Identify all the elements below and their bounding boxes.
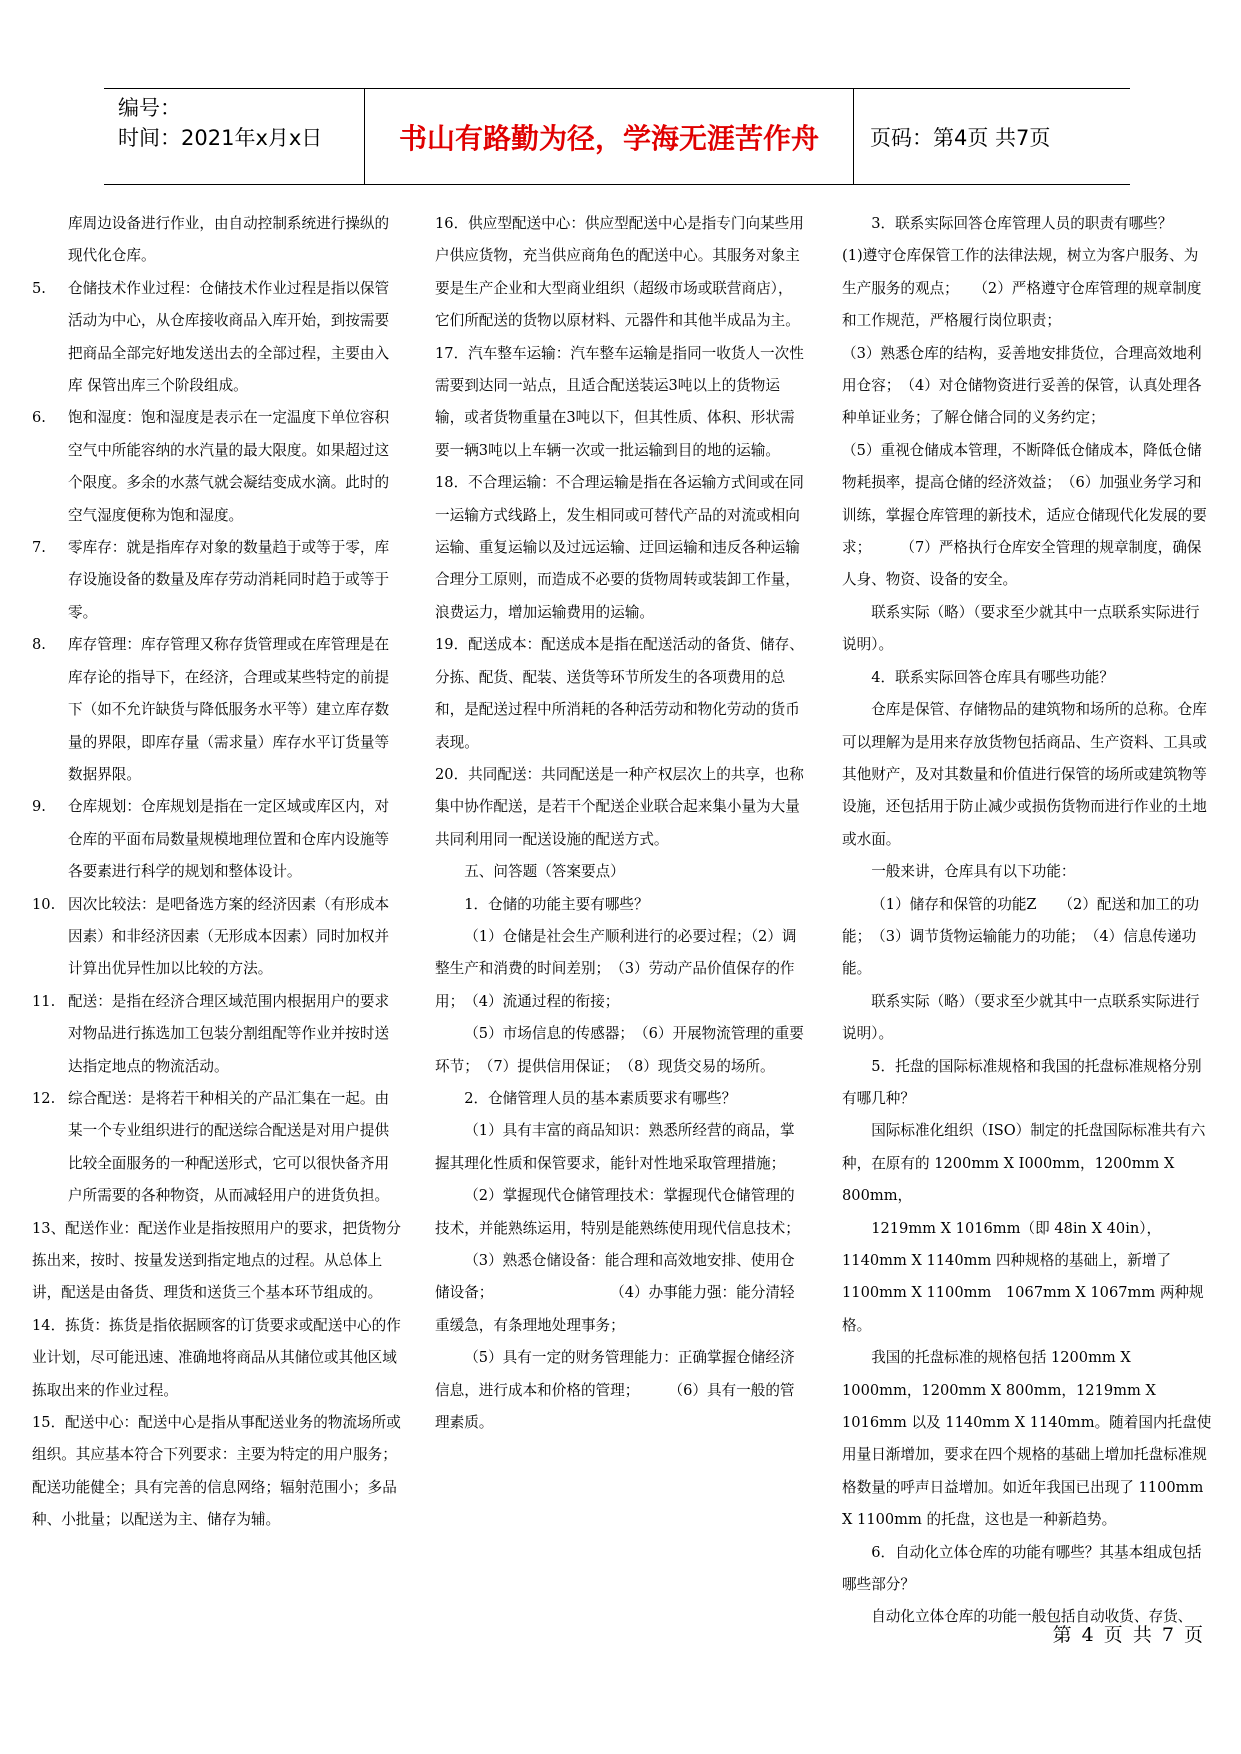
paragraph: （2）掌握现代仓储管理技术：掌握现代仓储管理的技术，并能熟练运用，特别是能熟练使用现代信息技术； bbox=[435, 1187, 800, 1237]
paragraph: 19．配送成本：配送成本是指在配送活动的备货、储存、分拣、配货、配装、送货等环节所发生的各项费用的总和，是配送过程中所消耗的各种活劳动和物化劳动的货币表现。 bbox=[435, 636, 804, 751]
item-text: 仓库规划：仓库规划是指在一定区域或库区内，对仓库的平面布局数量规模地理位置和仓库内设施等各要素进行科学的规划和整体设计。 bbox=[68, 798, 390, 881]
item-number: 5. bbox=[32, 279, 46, 297]
header-info bbox=[104, 89, 364, 184]
text-column-right bbox=[842, 208, 1212, 1634]
item-number: 10. bbox=[32, 895, 56, 913]
question-heading: 3．联系实际回答仓库管理人员的职责有哪些？ bbox=[871, 215, 1173, 232]
item-number: 9. bbox=[32, 798, 46, 816]
paragraph: 联系实际（略）（要求至少就其中一点联系实际进行说明）。 bbox=[842, 992, 1200, 1043]
page-header bbox=[104, 88, 1130, 185]
numbered-item bbox=[32, 986, 402, 1083]
question-heading: 2．仓储管理人员的基本素质要求有哪些？ bbox=[464, 1089, 737, 1107]
paragraph: 17．汽车整车运输：汽车整车运输是指同一收货人一次性需要到达同一站点，且适合配送装运3吨以上的货物运输，或者货物重量在3吨以下，但其性质、体积、形状需要一辆3吨以上车辆一次或一批运输到目的地的运输。 bbox=[435, 344, 804, 459]
page-footer: 第 4 页 共 7 页 bbox=[1052, 1624, 1205, 1646]
paragraph: (1)遵守仓库保管工作的法律法规，树立为客户服务、为生产服务的观点； （2）严格遵守仓库管理的规章制度和工作规范，严格履行岗位职责； bbox=[842, 247, 1202, 330]
item-text: 库存管理：库存管理又称存货管理或在库管理是在库存论的指导下，在经济，合理或某些特定的前提下（如不允许缺货与降低服务水平等）建立库存数量的界限，即库存量（需求量）库存水平订货量等数据界限。 bbox=[68, 636, 390, 783]
numbered-item bbox=[32, 402, 402, 532]
text-column-middle bbox=[435, 208, 807, 1439]
item-number: 7. bbox=[32, 539, 46, 557]
numbered-item bbox=[32, 1083, 402, 1213]
paragraph: （1）仓储是社会生产顺利进行的必要过程；（2）调整生产和消费的时间差别； （3）劳动产品价值保存的作用； （4）流通过程的衔接； bbox=[435, 927, 797, 1010]
numbered-item bbox=[32, 532, 402, 629]
paragraph: 1219mm X 1016mm（即 48in X 40in），1140mm X 1140mm 四种规格的基础上，新增了 1100mm X 1100mm 1067mm X 1067mm 两种规格。 bbox=[842, 1219, 1204, 1334]
paragraph: 自动化立体仓库的功能一般包括自动收货、存货、 bbox=[871, 1608, 1193, 1626]
paragraph: 14．拣货：拣货是指依据顾客的订货要求或配送中心的作业计划，尽可能迅速、准确地将商品从其储位或其他区域拣取出来的作业过程。 bbox=[32, 1316, 401, 1399]
paragraph: （1）储存和保管的功能Z （2）配送和加工的功能； （3）调节货物运输能力的功能； （4）信息传递功能。 bbox=[842, 895, 1200, 978]
paragraph: （5）市场信息的传感器； （6）开展物流管理的重要环节； （7）提供信用保证； （8）现货交易的场所。 bbox=[435, 1025, 804, 1075]
paragraph: 18．不合理运输：不合理运输是指在各运输方式间或在同一运输方式线路上，发生相同或可替代产品的对流或相向运输、重复运输以及过远运输、迂回运输和违反各种运输合理分工原则，而造成不必要的货物周转或装卸工作量，浪费运力，增加运输费用的运输。 bbox=[435, 474, 804, 621]
paragraph: （1）具有丰富的商品知识：熟悉所经营的商品，掌握其理化性质和保管要求，能针对性地采取管理措施； bbox=[435, 1122, 795, 1172]
item-number: 12. bbox=[32, 1089, 56, 1107]
paragraph: 国际标准化组织（ISO）制定的托盘国际标准共有六种，在原有的 1200mm X I000mm，1200mm X 800mm， bbox=[842, 1122, 1206, 1205]
numbered-item bbox=[32, 629, 402, 791]
paragraph: 联系实际（略）（要求至少就其中一点联系实际进行说明）。 bbox=[842, 603, 1200, 654]
document-number-label: 编号： bbox=[118, 96, 181, 120]
item-number: 8. bbox=[32, 636, 46, 654]
question-heading: 6．自动化立体仓库的功能有哪些？其基本组成包括哪些部分？ bbox=[842, 1543, 1202, 1594]
paragraph: 我国的托盘标准的规格包括 1200mm X 1000mm，1200mm X 800mm，1219mm X 1016mm 以及 1140mm X 1140mm。随着国内托盘使用量日渐增加，要求在四个规格的基础上增加托盘标准规格数量的呼声日益增加。如近年我国已出现了 1100mm X 1100mm 的托盘，这也是一种新趋势。 bbox=[842, 1349, 1212, 1529]
section-heading: 五、问答题（答案要点） bbox=[464, 863, 625, 881]
numbered-item bbox=[32, 791, 402, 888]
paragraph: 一般来讲，仓库具有以下功能： bbox=[871, 863, 1076, 881]
paragraph: 库周边设备进行作业，由自动控制系统进行操纵的现代化仓库。 bbox=[68, 215, 390, 265]
paragraph: （3）熟悉仓库的结构，妥善地安排货位，合理高效地利用仓容； （4）对仓储物资进行妥善的保管，认真处理各种单证业务；了解仓储合同的义务约定； bbox=[842, 344, 1202, 427]
header-page-label: 页码：第4页 共7页 bbox=[870, 125, 1051, 150]
paragraph: 13、配送作业：配送作业是指按照用户的要求，把货物分拣出来，按时、按量发送到指定地点的过程。从总体上讲，配送是由备货、理货和送货三个基本环节组成的。 bbox=[32, 1219, 401, 1302]
item-text: 仓储技术作业过程：仓储技术作业过程是指以保管活动为中心，从仓库接收商品入库开始，到按需要把商品全部完好地发送出去的全部过程，主要由入库 保管出库三个阶段组成。 bbox=[68, 279, 390, 395]
item-text: 饱和湿度：饱和湿度是表示在一定温度下单位容积空气中所能容纳的水汽量的最大限度。如果超过这个限度。多余的水蒸气就会凝结变成水滴。此时的空气湿度便称为饱和湿度。 bbox=[68, 409, 390, 524]
question-heading: 4．联系实际回答仓库具有哪些功能？ bbox=[871, 668, 1114, 686]
question-heading: 5．托盘的国际标准规格和我国的托盘标准规格分别有哪几种？ bbox=[842, 1057, 1202, 1107]
paragraph: 15．配送中心：配送中心是指从事配送业务的物流场所或组织。其应基本符合下列要求：主要为特定的用户服务；配送功能健全；具有完善的信息网络；辐射范围小；多品种、小批量；以配送为主、储存为辅。 bbox=[32, 1414, 401, 1529]
item-text: 配送：是指在经济合理区域范围内根据用户的要求对物品进行拣选加工包装分割组配等作业并按时送达指定地点的物流活动。 bbox=[68, 992, 390, 1075]
item-number: 6. bbox=[32, 409, 46, 427]
paragraph: （3）熟悉仓储设备：能合理和高效地安排、使用仓储设备； （4）办事能力强：能分清轻重缓急，有条理地处理事务； bbox=[435, 1252, 795, 1334]
paragraph: 16．供应型配送中心：供应型配送中心是指专门向某些用户供应货物，充当供应商角色的配送中心。其服务对象主要是生产企业和大型商业组织（超级市场或联营商店），它们所配送的货物以原材料、元器件和其他半成品为主。 bbox=[435, 215, 804, 330]
text-column-left bbox=[32, 208, 402, 1537]
numbered-item bbox=[32, 889, 402, 986]
paragraph: 仓库是保管、存储物品的建筑物和场所的总称。仓库可以理解为是用来存放货物包括商品、生产资料、工具或其他财产，及对其数量和价值进行保管的场所或建筑物等设施，还包括用于防止减少或损伤货物而进行作业的土地或水面。 bbox=[842, 701, 1207, 848]
paragraph: （5）具有一定的财务管理能力：正确掌握仓储经济信息，进行成本和价格的管理； （6）具有一般的管理素质。 bbox=[435, 1349, 795, 1432]
paragraph: 20．共同配送：共同配送是一种产权层次上的共享，也称集中协作配送，是若干个配送企业联合起来集小量为大量共同利用同一配送设施的配送方式。 bbox=[435, 765, 804, 848]
item-text: 因次比较法：是吧备选方案的经济因素（有形成本因素）和非经济因素（无形成本因素）同时加权并计算出优异性加以比较的方法。 bbox=[68, 895, 390, 978]
document-time-label: 时间：2021年x月x日 bbox=[118, 126, 323, 150]
question-heading: 1．仓储的功能主要有哪些？ bbox=[464, 895, 649, 913]
numbered-item bbox=[32, 273, 402, 403]
item-text: 零库存：就是指库存对象的数量趋于或等于零，库存设施设备的数量及库存劳动消耗同时趋于或等于零。 bbox=[68, 539, 390, 621]
paragraph: （5）重视仓储成本管理，不断降低仓储成本，降低仓储物耗损率，提高仓储的经济效益； （6）加强业务学习和训练，掌握仓库管理的新技术，适应仓储现代化发展的要求； （7）严格执行仓库安全管理的规章制度，确保人身、物资、设备的安全。 bbox=[842, 441, 1207, 589]
header-motto: 书山有路勤为径，学海无涯苦作舟 bbox=[364, 89, 854, 184]
item-text: 综合配送：是将若干种相关的产品汇集在一起。由某一个专业组织进行的配送综合配送是对用户提供比较全面服务的一种配送形式，它可以很快备齐用户所需要的各种物资，从而减轻用户的进货负担。 bbox=[68, 1089, 390, 1205]
item-number: 11. bbox=[32, 992, 56, 1010]
